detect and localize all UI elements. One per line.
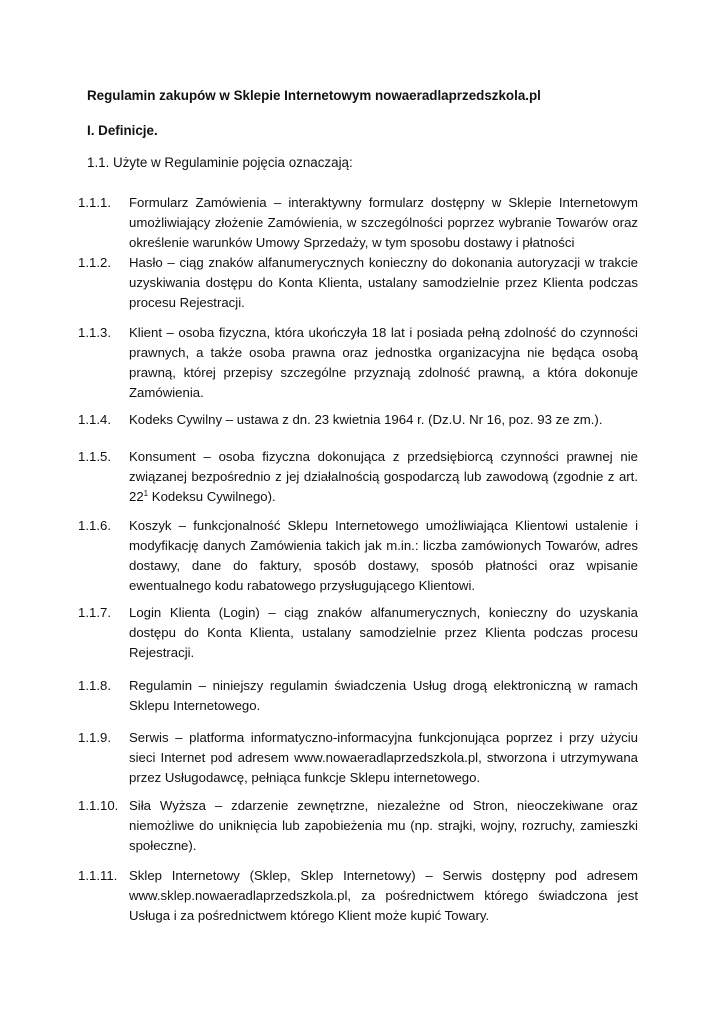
item-number: 1.1.1. [78,195,111,210]
item-number: 1.1.2. [78,255,111,270]
intro-paragraph: 1.1. Użyte w Regulaminie pojęcia oznaczają: [87,155,353,170]
item-number: 1.1.3. [78,325,111,340]
item-text: Koszyk – funkcjonalność Sklepu Internetowego umożliwiająca Klientowi ustalenie i modyfikację danych Zamówienia takich jak m.in.: liczba zamówionych Towarów, adres dostawy, dane do faktury, sposób dostawy, sposób płatności oraz wpisanie ewentualnego kodu rabatowego przysługującego Klientowi. [129,518,638,593]
item-number: 1.1.9. [78,730,111,745]
item-text: Login Klienta (Login) – ciąg znaków alfanumerycznych, konieczny do uzyskania dostępu do Konta Klienta, ustalany samodzielnie przez Klienta podczas procesu Rejestracji. [129,605,638,660]
document-title: Regulamin zakupów w Sklepie Internetowym nowaeradlaprzedszkola.pl [87,88,541,103]
superscript-mark: 1 [143,489,149,498]
item-number: 1.1.10. [78,798,119,813]
item-number: 1.1.7. [78,605,111,620]
item-text: Regulamin – niniejszy regulamin świadczenia Usług drogą elektroniczną w ramach Sklepu Internetowego. [129,678,638,713]
item-text: Sklep Internetowy (Sklep, Sklep Internetowy) – Serwis dostępny pod adresem www.sklep.nowaeradlaprzedszkola.pl, za pośrednictwem którego świadczona jest Usługa i za pośrednictwem którego Klient może kupić Towary. [129,868,638,923]
item-number: 1.1.4. [78,412,111,427]
item-text [129,447,638,507]
item-number: 1.1.5. [78,449,111,464]
item-text: Klient – osoba fizyczna, która ukończyła 18 lat i posiada pełną zdolność do czynności prawnych, a także osoba prawna oraz jednostka organizacyjna nie będąca osobą prawną, której przepisy szczególne przyznają zdolność prawną, a która dokonuje Zamówienia. [129,325,638,400]
item-text-main: Konsument – osoba fizyczna dokonująca z przedsiębiorcą czynności prawnej nie związanej bezpośrednio z jej działalnością gospodarczą lub zawodową (zgodnie z art. 22 [129,449,638,504]
item-text: Formularz Zamówienia – interaktywny formularz dostępny w Sklepie Internetowym umożliwiający złożenie Zamówienia, w szczególności poprzez wybranie Towarów oraz określenie warunków Umowy Sprzedaży, w tym sposobu dostawy i płatności [129,195,638,250]
item-text-end: Kodeksu Cywilnego). [148,489,276,504]
item-number: 1.1.11. [78,868,118,883]
item-text: Serwis – platforma informatyczno-informacyjna funkcjonująca poprzez i przy użyciu sieci Internet pod adresem www.nowaeradlaprzedszkola.pl, stworzona i utrzymywana przez Usługodawcę, pełniąca funkcje Sklepu internetowego. [129,730,638,785]
item-text: Hasło – ciąg znaków alfanumerycznych konieczny do dokonania autoryzacji w trakcie uzyskiwania dostępu do Konta Klienta, ustalany samodzielnie przez Klienta podczas procesu Rejestracji. [129,255,638,310]
item-number: 1.1.8. [78,678,111,693]
item-text: Siła Wyższa – zdarzenie zewnętrzne, niezależne od Stron, nieoczekiwane oraz niemożliwe do uniknięcia lub zapobieżenia mu (np. strajki, wojny, rozruchy, zamieszki społeczne). [129,798,638,853]
item-number: 1.1.6. [78,518,111,533]
section-heading: I. Definicje. [87,123,158,138]
item-text: Kodeks Cywilny – ustawa z dn. 23 kwietnia 1964 r. (Dz.U. Nr 16, poz. 93 ze zm.). [129,412,603,427]
